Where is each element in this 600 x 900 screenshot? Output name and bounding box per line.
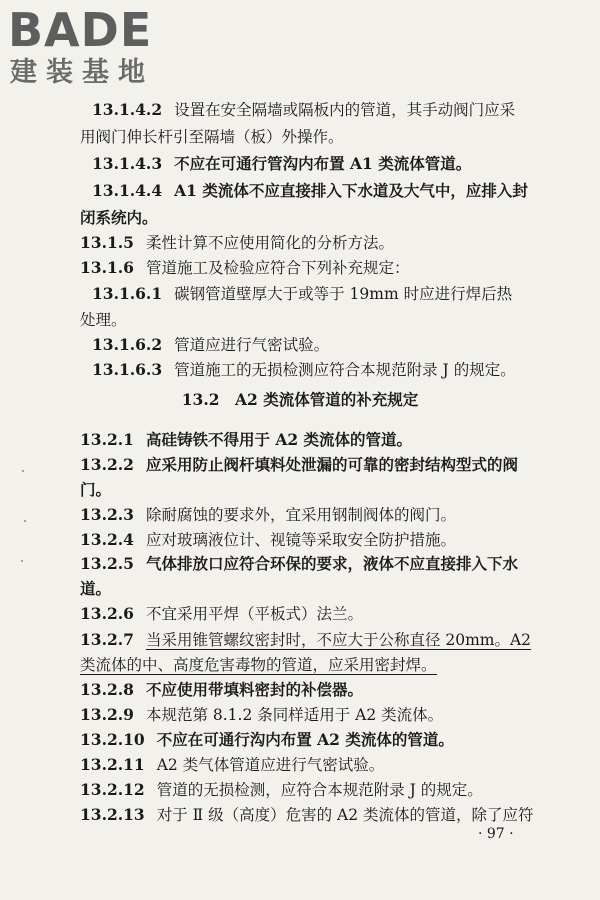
text-line	[80, 231, 535, 255]
text-line	[80, 628, 535, 652]
clause-text: 当采用锥管螺纹密封时，不应大于公称直径 20mm。A2	[145, 631, 532, 649]
text-line	[92, 358, 547, 382]
clause-text: 门。	[80, 480, 112, 499]
clause-number: 13.2.7	[80, 630, 134, 649]
clause-text: 本规范第 8.1.2 条同样适用于 A2 类流体。	[145, 706, 444, 724]
clause-text: 管道应进行气密试验。	[174, 336, 330, 354]
scan-speck	[22, 470, 24, 472]
text-line	[80, 125, 535, 149]
text-line	[80, 256, 535, 280]
clause-text: 不应在可通行管沟内布置 A1 类流体管道。	[174, 154, 472, 173]
text-line	[80, 478, 535, 502]
clause-text: 设置在安全隔墙或隔板内的管道，其手动阀门应采	[174, 101, 516, 119]
text-line	[92, 179, 547, 203]
clause-number: 13.2.13	[80, 805, 145, 824]
text-line	[80, 602, 535, 626]
clause-text: 碳钢管道壁厚大于或等于 19mm 时应进行焊后热	[174, 285, 513, 303]
clause-text: 除耐腐蚀的要求外，宜采用钢制阀体的阀门。	[145, 506, 456, 524]
clause-text: 用阀门伸长杆引至隔墙（板）外操作。	[80, 128, 344, 146]
clause-number: 13.1.4.4	[92, 181, 163, 200]
scan-speck	[24, 520, 26, 522]
text-line	[92, 282, 547, 306]
clause-number: 13.1.6	[80, 258, 134, 277]
clause-number: 13.2.10	[80, 730, 145, 749]
text-line	[80, 803, 535, 827]
clause-text: 闭系统内。	[80, 208, 158, 227]
clause-text: 管道施工及检验应符合下列补充规定：	[145, 259, 410, 277]
clause-number: 13.2.4	[80, 530, 134, 549]
section-title: 13.2 A2 类流体管道的补充规定	[181, 390, 419, 409]
logo-subtitle: 建装基地	[10, 57, 154, 88]
clause-number: 13.2.11	[80, 755, 145, 774]
clause-text: 应对玻璃液位计、视镜等采取安全防护措施。	[145, 531, 456, 549]
text-line	[80, 428, 535, 452]
clause-text: 柔性计算不应使用简化的分析方法。	[145, 234, 394, 252]
clause-text: A1 类流体不应直接排入下水道及大气中，应排入封	[174, 181, 528, 200]
clause-text: A2 类气体管道应进行气密试验。	[156, 756, 385, 774]
clause-number: 13.2.12	[80, 780, 145, 799]
clause-number: 13.1.6.1	[92, 284, 163, 303]
clause-number: 13.2.8	[80, 680, 134, 699]
clause-number: 13.1.4.3	[92, 154, 163, 173]
clause-number: 13.1.6.2	[92, 335, 163, 354]
text-line	[80, 703, 535, 727]
clause-text: 气体排放口应符合环保的要求，液体不应直接排入下水	[145, 554, 518, 573]
text-line	[80, 778, 535, 802]
clause-number: 13.2.5	[80, 554, 134, 573]
clause-text: 对于 Ⅱ 级（高度）危害的 A2 类流体的管道，除了应符	[156, 806, 534, 824]
clause-text: 不应在可通行沟内布置 A2 类流体的管道。	[156, 730, 454, 749]
text-line	[80, 728, 535, 752]
text-line	[80, 503, 535, 527]
logo-wordmark: BADE	[8, 3, 153, 57]
text-line	[80, 577, 535, 601]
text-line	[80, 753, 535, 777]
scan-speck	[21, 560, 23, 562]
clause-text: 类流体的中、高度危害毒物的管道，应采用密封焊。	[80, 656, 437, 674]
text-line	[80, 206, 535, 230]
clause-number: 13.2.3	[80, 505, 134, 524]
page-number: · 97 ·	[478, 826, 514, 842]
clause-text: 不宜采用平焊（平板式）法兰。	[145, 605, 363, 623]
clause-text: 管道的无损检测，应符合本规范附录 J 的规定。	[156, 781, 483, 799]
clause-number: 13.1.5	[80, 233, 134, 252]
clause-number: 13.2.1	[80, 430, 134, 449]
text-line	[80, 653, 535, 677]
clause-number: 13.1.6.3	[92, 360, 163, 379]
text-line	[80, 552, 535, 576]
clause-text: 道。	[80, 579, 112, 598]
clause-number: 13.2.6	[80, 604, 134, 623]
text-line	[92, 152, 547, 176]
clause-number: 13.2.9	[80, 705, 134, 724]
text-line	[92, 98, 547, 122]
text-line	[80, 453, 535, 477]
clause-number: 13.2.2	[80, 455, 134, 474]
clause-text: 不应使用带填料密封的补偿器。	[145, 680, 363, 699]
text-line	[80, 678, 535, 702]
text-line	[92, 333, 547, 357]
clause-text: 应采用防止阀杆填料处泄漏的可靠的密封结构型式的阀	[145, 455, 518, 474]
clause-text: 管道施工的无损检测应符合本规范附录 J 的规定。	[174, 361, 516, 379]
clause-text: 高硅铸铁不得用于 A2 类流体的管道。	[145, 430, 413, 449]
clause-text: 处理。	[80, 311, 127, 329]
text-line	[80, 528, 535, 552]
text-line	[80, 308, 535, 332]
clause-number: 13.1.4.2	[92, 100, 163, 119]
